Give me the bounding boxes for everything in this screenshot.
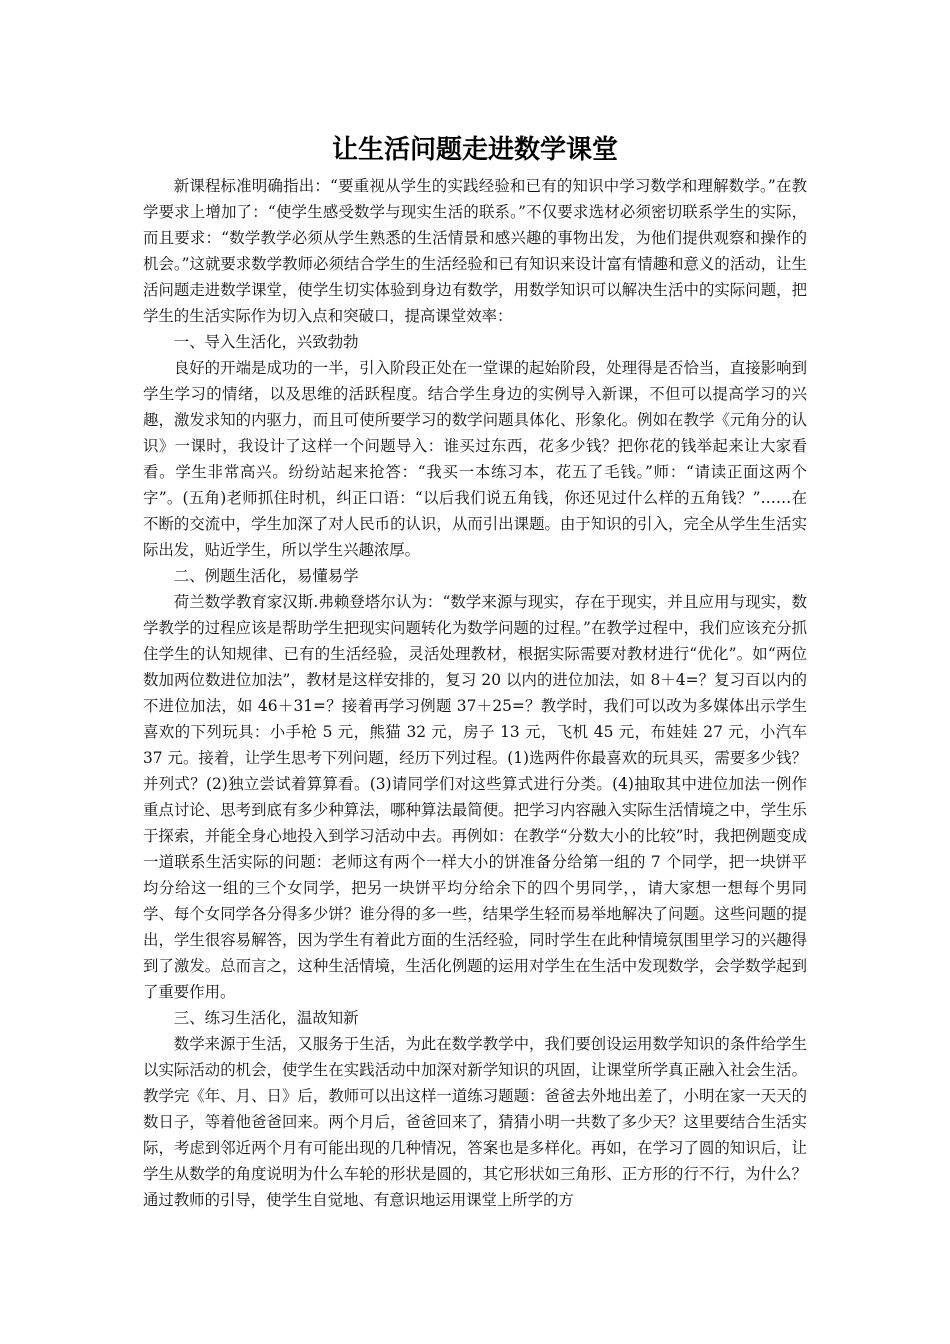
section-paragraph-1: 良好的开端是成功的一半，引入阶段正处在一堂课的起始阶段，处理得是否恰当，直接影响到学生学习的情绪，以及思维的活跃程度。结合学生身边的实例导入新课，不但可以提高学习的兴趣，激发求知的内驱力，而且可使所要学习的数学问题具体化、形象化。例如在教学《元角分的认识》一课时，我设计了这样一个问题导入：谁买过东西，花多少钱？把你花的钱举起来让大家看看。学生非常高兴。纷纷站起来抢答：“我买一本练习本，花五了毛钱。”师：“请读正面这两个字”。(五角)老师抓住时机，纠正口语：“以后我们说五角钱，你还见过什么样的五角钱？”……在不断的交流中，学生加深了对人民币的认识，从而引出课题。由于知识的引入，完全从学生生活实际出发，贴近学生，所以学生兴趣浓厚。 bbox=[143, 359, 807, 559]
section-paragraph-2: 荷兰数学教育家汉斯.弗赖登塔尔认为：“数学来源与现实，存在于现实，并且应用与现实，数学教学的过程应该是帮助学生把现实问题转化为数学问题的过程。”在教学过程中，我们应该充分抓住学生的认知规律、已有的生活经验，灵活处理教材，根据实际需要对教材进行“优化”。如“两位数加两位数进位加法”，教材是这样安排的，复习 20 以内的进位加法，如 8＋4=？复习百以内的不进位加法，如 46＋31=？接着再学习例题 37＋25=？教学时，我们可以改为多媒体出示学生喜欢的下列玩具：小手枪 5 元，熊猫 32 元，房子 13 元，飞机 45 元，布娃娃 27 元，小汽车 37 元。接着，让学生思考下列问题，经历下列过程。(1)选两件你最喜欢的玩具买，需要多少钱？并列式？(2)独立尝试着算算看。(3)请同学们对这些算式进行分类。(4)抽取其中进位加法一例作重点讨论、思考到底有多少种算法，哪种算法最简便。把学习内容融入实际生活情境之中，学生乐于探索，并能全身心地投入到学习活动中去。再例如：在教学“分数大小的比较”时，我把例题变成一道联系生活实际的问题：老师这有两个一样大小的饼准备分给第一组的 7 个同学，把一块饼平均分给这一组的三个女同学，把另一块饼平均分给余下的四个男同学，，请大家想一想每个男同学、每个女同学各分得多少饼？谁分得的多一些，结果学生轻而易举地解决了问题。这些问题的提出，学生很容易解答，因为学生有着此方面的生活经验，同时学生在此种情境氛围里学习的兴趣得到了激发。总而言之，这种生活情境，生活化例题的运用对学生在生活中发现数学，会学数学起到了重要作用。 bbox=[143, 593, 807, 1001]
document-body bbox=[143, 173, 807, 1213]
section-heading-3: 三、练习生活化，温故知新 bbox=[173, 1009, 359, 1027]
section-heading-1: 一、导入生活化，兴致勃勃 bbox=[173, 333, 359, 351]
section-paragraph-3: 数学来源于生活，又服务于生活，为此在数学教学中，我们要创设运用数学知识的条件给学生以实际活动的机会，使学生在实践活动中加深对新学知识的巩固，让课堂所学真正融入社会生活。教学完《年、月、日》后，教师可以出这样一道练习题题：爸爸去外地出差了，小明在家一天天的数日子，等着他爸爸回来。两个月后，爸爸回来了，猜猜小明一共数了多少天？这里要结合生活实际，考虑到邻近两个月有可能出现的几种情况，答案也是多样化。再如，在学习了圆的知识后，让学生从数学的角度说明为什么车轮的形状是圆的，其它形状如三角形、正方形的行不行，为什么？通过教师的引导，使学生自觉地、有意识地运用课堂上所学的方 bbox=[143, 1035, 807, 1209]
section-heading-2: 二、例题生活化，易懂易学 bbox=[173, 567, 359, 585]
document-title: 让生活问题走进数学课堂 bbox=[331, 135, 618, 165]
intro-paragraph: 新课程标准明确指出：“要重视从学生的实践经验和已有的知识中学习数学和理解数学。”在教学要求上增加了：“使学生感受数学与现实生活的联系。”不仅要求选材必须密切联系学生的实际，而且要求：“数学教学必须从学生熟悉的生活情景和感兴趣的事物出发，为他们提供观察和操作的机会。”这就要求数学教师必须结合学生的生活经验和已有知识来设计富有情趣和意义的活动，让生活问题走进数学课堂，使学生切实体验到身边有数学，用数学知识可以解决生活中的实际问题，把学生的生活实际作为切入点和突破口，提高课堂效率： bbox=[143, 177, 807, 325]
